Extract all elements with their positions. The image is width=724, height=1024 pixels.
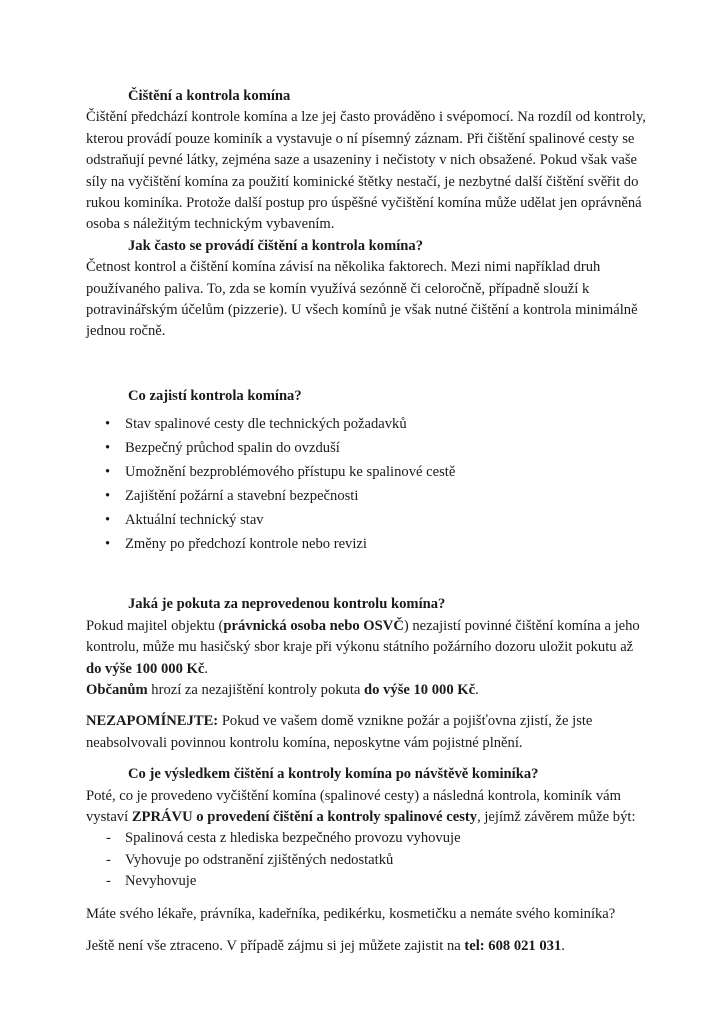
- list-item: • Změny po předchozí kontrole nebo revizi: [86, 532, 646, 556]
- paragraph-warning: NEZAPOMÍNEJTE: Pokud ve vašem domě vznikne požár a pojišťovna zjistí, že jste neabsolvovali povinnou kontrolu komína, neposkytne vám pojistné plnění.: [86, 713, 593, 751]
- heading-inspection-ensures: Co zajistí kontrola komína?: [128, 387, 302, 404]
- list-item: • Umožnění bezproblémového přístupu ke spalinové cestě: [86, 460, 646, 484]
- heading-frequency: Jak často se provádí čištění a kontrola komína?: [128, 237, 424, 254]
- list-item: • Zajištění požární a stavební bezpečnosti: [86, 484, 646, 508]
- emphasis-legal-entity: právnická osoba nebo OSVČ: [223, 617, 404, 634]
- emphasis-report: ZPRÁVU o provedení čištění a kontroly spalinové cesty: [131, 808, 478, 825]
- emphasis-citizen-fine: do výše 10 000 Kč: [364, 681, 476, 698]
- paragraph-question: Máte svého lékaře, právníka, kadeřníka, pedikérku, kosmetičku a nemáte svého kominíka?: [86, 905, 616, 922]
- paragraph-result: Poté, co je provedeno vyčištění komína (spalinové cesty) a následná kontrola, kominík vám vystaví ZPRÁVU o provedení čištění a kontroly spalinové cesty, jejímž závěrem může být:: [86, 787, 636, 825]
- warning-label: NEZAPOMÍNEJTE:: [86, 713, 219, 730]
- list-item: - Vyhovuje po odstranění zjištěných nedostatků: [86, 850, 646, 871]
- heading-cleaning: Čištění a kontrola komína: [128, 88, 291, 104]
- emphasis-citizens: Občanům: [86, 681, 148, 698]
- paragraph-frequency: Četnost kontrol a čištění komína závisí na několika faktorech. Mezi nimi například druh používaného paliva. To, zda se komín využívá sezónně či celoročně, případně slouží k potravinářským účelům (pizzerie). U všech komínů je však nutné čištění a kontrola minimálně jednou ročně.: [86, 259, 638, 340]
- list-item: • Stav spalinové cesty dle technických požadavků: [86, 412, 646, 436]
- list-item: - Spalinová cesta z hlediska bezpečného provozu vyhovuje: [86, 828, 646, 849]
- heading-fine: Jaká je pokuta za neprovedenou kontrolu komína?: [128, 596, 446, 613]
- inspection-list: [86, 412, 646, 556]
- list-item: • Aktuální technický stav: [86, 508, 646, 532]
- document-page: [86, 86, 646, 957]
- paragraph-contact: Ještě není vše ztraceno. V případě zájmu si jej můžete zajistit na tel: 608 021 031.: [86, 937, 565, 954]
- paragraph-fine-companies: Pokud majitel objektu (právnická osoba nebo OSVČ) nezajistí povinné čištění komína a jeho kontrolu, může mu hasičský sbor kraje při výkonu státního požárního dozoru uložit pokutu až do výše 100 000 Kč.: [86, 617, 640, 677]
- paragraph-fine-citizens: Občanům hrozí za nezajištění kontroly pokuta do výše 10 000 Kč.: [86, 681, 479, 698]
- result-list: [86, 828, 646, 892]
- list-item: • Bezpečný průchod spalin do ovzduší: [86, 436, 646, 460]
- emphasis-fine-amount: do výše 100 000 Kč: [86, 660, 205, 677]
- heading-result: Co je výsledkem čištění a kontroly komína po návštěvě kominíka?: [128, 766, 539, 783]
- paragraph-cleaning: Čištění předchází kontrole komína a lze jej často prováděno i svépomocí. Na rozdíl od kontroly, kterou provádí pouze kominík a vystavuje o ní písemný záznam. Při čištění spalinové cesty se odstraňují pevné látky, zejména saze a usazeniny i nečistoty v nich obsažené. Pokud však vaše síly na vyčištění komína za použití kominické štětky nestačí, je nezbytné další čištění svěřit do rukou kominíka. Protože další postup pro úspěšné vyčištění komína může udělat jen oprávněná osoba s náležitým technickým vybavením.: [86, 109, 646, 233]
- phone-number: tel: 608 021 031: [464, 937, 562, 954]
- list-item: - Nevyhovuje: [86, 871, 646, 892]
